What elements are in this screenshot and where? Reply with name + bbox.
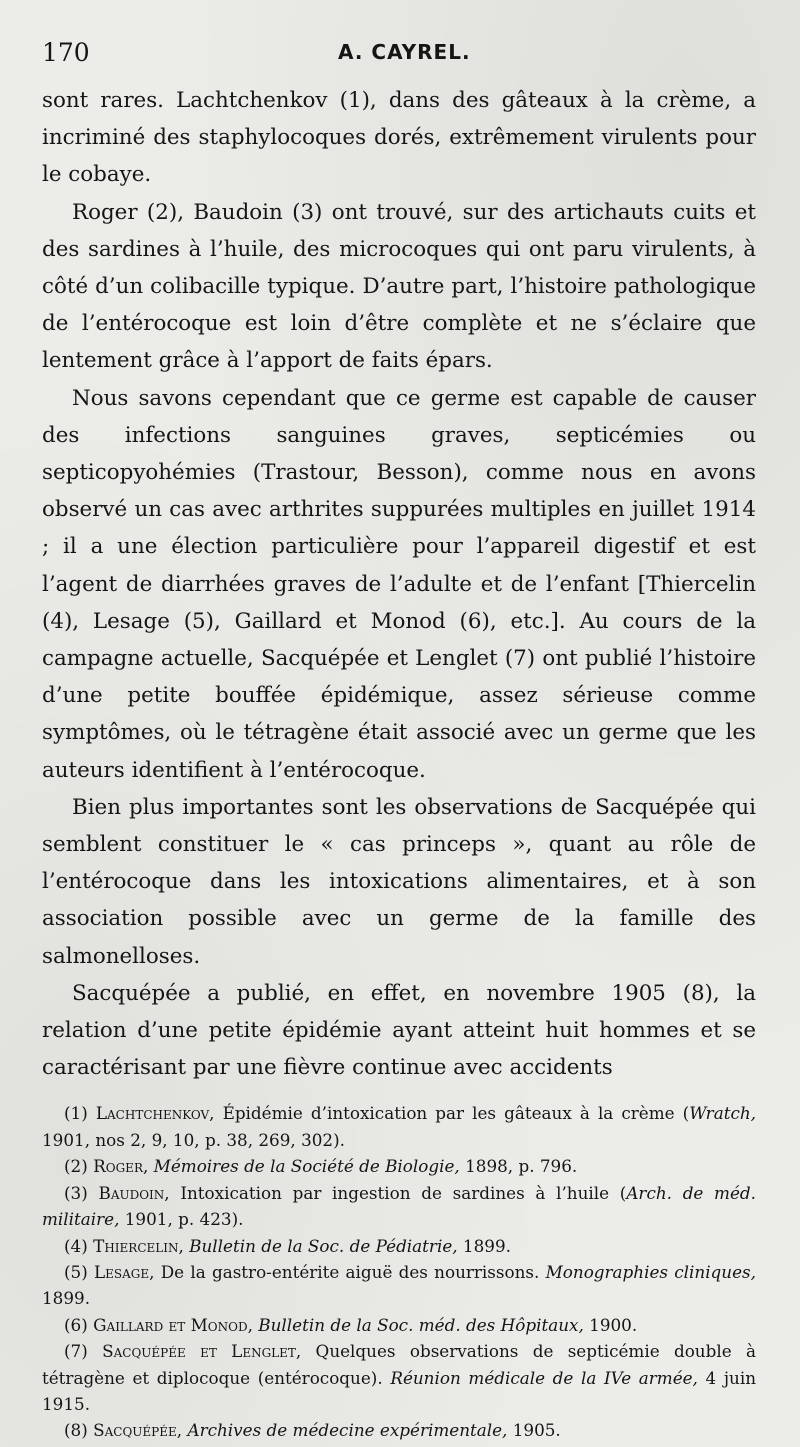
footnote-work: Arch. de méd. militaire, [42, 1182, 756, 1230]
footnote-tail: 4 juin 1915. [42, 1367, 757, 1414]
footnote-author: Thiercelin, [93, 1235, 184, 1256]
footnote [42, 1312, 756, 1338]
footnote [42, 1153, 756, 1179]
footnote-text: Quelques observations de septicémie double à tétragène et diplocoque (entérocoque). [42, 1341, 756, 1388]
paragraph: Nous savons cependant que ce germe est capable de causer des infections sanguines graves, septicémies ou septicopyohémies (Trastour, Besson), comme nous en avons observé un cas avec arthrites suppurées multiples en juillet 1914 ; il a une élection particulière pour l’appareil digestif et est l’agent de diarrhées graves de l’adulte et de l’enfant [Thiercelin (4), Lesage (5), Gaillard et Monod (6), etc.]. Au cours de la campagne actuelle, Sacquépée et Lenglet (7) ont publié l’histoire d’une petite bouffée épidémique, assez sérieuse comme symptômes, où le tétragène était associé avec un germe que les auteurs identifient à l’entérocoque. [42, 385, 756, 783]
footnote-author: Lesage, [94, 1261, 155, 1282]
footnote-author: Lachtchenkov, [95, 1103, 215, 1124]
footnote-text: Épidémie d’intoxication par les gâteaux à la crème ( [214, 1103, 690, 1124]
footnote-number: (7) [64, 1341, 88, 1362]
footnote-number: (5) [64, 1261, 88, 1282]
footnote-author: Baudoin, [98, 1182, 170, 1203]
footnote-work: Bulletin de la Soc. de Pédiatrie, [189, 1235, 458, 1256]
footnote [42, 1180, 756, 1233]
paragraph: Sacquépée a publié, en effet, en novembre 1905 (8), la relation d’une petite épidémie ayant atteint huit hommes et se caractérisant par une fièvre continue avec accidents [42, 980, 756, 1081]
footnote-number: (3) [64, 1182, 88, 1203]
footnote [42, 1100, 756, 1153]
footnote-number: (6) [64, 1314, 88, 1335]
footnote-text: De la gastro-entérite aiguë des nourrissons. [154, 1261, 546, 1282]
footnote-tail: 1898, p. 796. [459, 1156, 578, 1177]
footnote-tail: 1899. [42, 1288, 91, 1309]
footnote-author: Roger, [93, 1156, 149, 1177]
footnote-number: (4) [64, 1235, 88, 1256]
footnote-text: Intoxication par ingestion de sardines à l’huile ( [169, 1182, 627, 1203]
footnote-work: Archives de médecine expérimentale, [187, 1420, 508, 1441]
page-header [42, 38, 756, 78]
footnote [42, 1233, 756, 1259]
footnotes [42, 1100, 756, 1443]
footnote-tail: 1901, nos 2, 9, 10, p. 38, 269, 302). [42, 1129, 345, 1150]
footnote [42, 1338, 756, 1417]
footnote-tail: 1899. [457, 1235, 511, 1256]
footnote-work: Réunion médicale de la IVe armée, [390, 1367, 698, 1388]
footnote-author: Sacquépée, [93, 1420, 183, 1441]
footnote [42, 1259, 756, 1312]
paragraph: sont rares. Lachtchenkov (1), dans des gâteaux à la crème, a incriminé des staphylocoques dorés, extrêmement virulents pour le cobaye. [42, 88, 756, 188]
footnote-author: Sacquépée et Lenglet, [102, 1341, 302, 1362]
footnote-number: (8) [64, 1420, 88, 1441]
footnote-work: Monographies cliniques, [545, 1261, 756, 1282]
footnote-work: Wratch, [689, 1103, 756, 1124]
footnote-author: Gaillard et Monod, [93, 1314, 253, 1335]
footnote-tail: 1901, p. 423). [119, 1209, 244, 1230]
body-text [42, 82, 756, 1086]
paragraph: Roger (2), Baudoin (3) ont trouvé, sur des artichauts cuits et des sardines à l’huile, des microcoques qui ont paru virulents, à côté d’un colibacille typique. D’autre part, l’histoire pathologique de l’entérocoque est loin d’être complète et ne s’éclaire que lentement grâce à l’apport de faits épars. [42, 199, 756, 374]
running-head: A. CAYREL. [338, 40, 471, 64]
footnote-work: Mémoires de la Société de Biologie, [153, 1156, 460, 1177]
paragraph: Bien plus importantes sont les observations de Sacquépée qui semblent constituer le « cas princeps », quant au rôle de l’entérocoque dans les intoxications alimentaires, et à son association possible avec un germe de la famille des salmonelloses. [42, 794, 756, 969]
footnote-tail: 1905. [507, 1420, 561, 1441]
footnote-number: (2) [64, 1156, 88, 1177]
footnote-number: (1) [64, 1103, 88, 1124]
footnote-tail: 1900. [583, 1314, 638, 1335]
footnote [42, 1417, 756, 1443]
page-number: 170 [42, 38, 90, 67]
footnote-work: Bulletin de la Soc. méd. des Hôpitaux, [258, 1314, 584, 1335]
